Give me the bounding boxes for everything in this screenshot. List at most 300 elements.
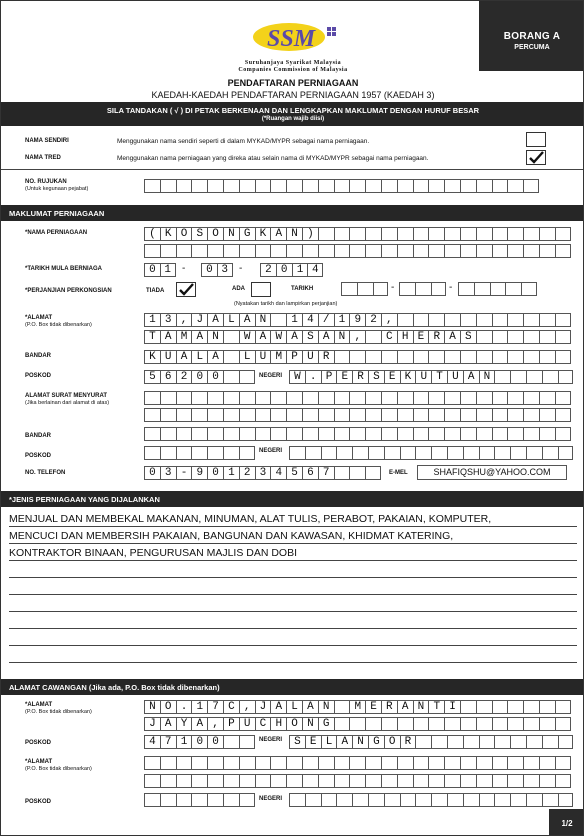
char-box[interactable]: 6 — [160, 370, 176, 384]
char-box[interactable]: 2 — [365, 313, 381, 327]
char-box[interactable]: T — [144, 330, 160, 344]
char-box[interactable] — [144, 408, 160, 422]
char-box[interactable]: U — [160, 350, 176, 364]
char-box[interactable] — [523, 244, 539, 258]
char-box[interactable] — [207, 179, 223, 193]
char-box[interactable]: S — [460, 330, 476, 344]
char-box[interactable] — [176, 391, 192, 405]
char-box[interactable]: 7 — [318, 466, 334, 480]
char-box[interactable] — [239, 756, 255, 770]
char-box[interactable] — [492, 756, 508, 770]
char-box[interactable]: O — [207, 227, 223, 241]
char-box[interactable]: N — [286, 227, 302, 241]
char-box[interactable] — [463, 735, 479, 749]
char-box[interactable] — [558, 370, 574, 384]
char-box[interactable] — [239, 774, 255, 788]
char-box[interactable] — [144, 179, 160, 193]
char-box[interactable] — [334, 350, 350, 364]
char-box[interactable]: O — [176, 227, 192, 241]
char-box[interactable] — [255, 391, 271, 405]
char-box[interactable]: 0 — [276, 263, 292, 277]
char-box[interactable] — [523, 408, 539, 422]
char-box[interactable] — [555, 756, 571, 770]
char-box[interactable] — [144, 756, 160, 770]
char-box[interactable]: A — [191, 717, 207, 731]
char-box[interactable] — [270, 756, 286, 770]
char-box[interactable] — [270, 427, 286, 441]
char-box[interactable] — [349, 427, 365, 441]
char-box[interactable] — [526, 446, 542, 460]
char-box[interactable]: 7 — [160, 735, 176, 749]
char-box[interactable] — [397, 391, 413, 405]
char-box[interactable]: N — [255, 313, 271, 327]
char-box[interactable]: N — [479, 370, 495, 384]
char-box[interactable] — [447, 735, 463, 749]
char-box[interactable] — [507, 227, 523, 241]
char-box[interactable]: A — [207, 313, 223, 327]
char-box[interactable] — [523, 179, 539, 193]
char-box[interactable] — [207, 756, 223, 770]
char-box[interactable]: 4 — [307, 263, 323, 277]
char-box[interactable] — [305, 446, 321, 460]
char-box[interactable] — [365, 330, 381, 344]
char-box[interactable] — [365, 774, 381, 788]
char-box[interactable]: L — [191, 350, 207, 364]
char-box[interactable]: R — [318, 350, 334, 364]
perjanjian-year[interactable] — [458, 282, 537, 296]
char-box[interactable] — [223, 735, 239, 749]
char-box[interactable] — [334, 466, 350, 480]
poskod-field[interactable] — [144, 370, 255, 384]
char-box[interactable] — [349, 756, 365, 770]
char-box[interactable]: U — [415, 370, 431, 384]
char-box[interactable]: K — [255, 227, 271, 241]
char-box[interactable] — [558, 446, 574, 460]
char-box[interactable]: G — [368, 735, 384, 749]
char-box[interactable]: , — [349, 330, 365, 344]
char-box[interactable]: L — [286, 700, 302, 714]
tiada-checkbox[interactable] — [176, 282, 196, 297]
char-box[interactable] — [415, 282, 431, 296]
char-box[interactable] — [474, 282, 490, 296]
char-box[interactable]: 4 — [302, 313, 318, 327]
char-box[interactable]: J — [191, 313, 207, 327]
char-box[interactable] — [289, 793, 305, 807]
char-box[interactable]: W — [239, 330, 255, 344]
char-box[interactable] — [286, 244, 302, 258]
char-box[interactable] — [176, 244, 192, 258]
char-box[interactable]: L — [223, 313, 239, 327]
char-box[interactable] — [144, 427, 160, 441]
char-box[interactable] — [286, 408, 302, 422]
nama-perniagaan-field[interactable] — [144, 227, 571, 241]
char-box[interactable] — [223, 179, 239, 193]
char-box[interactable] — [176, 446, 192, 460]
char-box[interactable] — [341, 282, 357, 296]
char-box[interactable]: A — [270, 700, 286, 714]
char-box[interactable] — [349, 179, 365, 193]
char-box[interactable] — [397, 350, 413, 364]
char-box[interactable]: O — [286, 717, 302, 731]
char-box[interactable] — [302, 774, 318, 788]
char-box[interactable] — [336, 446, 352, 460]
char-box[interactable]: P — [286, 350, 302, 364]
nama-tred-checkbox[interactable] — [526, 150, 546, 165]
char-box[interactable]: U — [239, 717, 255, 731]
char-box[interactable] — [381, 350, 397, 364]
char-box[interactable] — [176, 756, 192, 770]
char-box[interactable] — [334, 227, 350, 241]
char-box[interactable] — [223, 350, 239, 364]
char-box[interactable]: M — [176, 330, 192, 344]
char-box[interactable] — [558, 735, 574, 749]
char-box[interactable]: 5 — [286, 466, 302, 480]
char-box[interactable]: R — [381, 700, 397, 714]
char-box[interactable]: L — [321, 735, 337, 749]
char-box[interactable] — [507, 774, 523, 788]
char-box[interactable] — [492, 408, 508, 422]
char-box[interactable] — [507, 313, 523, 327]
char-box[interactable]: S — [191, 227, 207, 241]
char-box[interactable] — [397, 427, 413, 441]
char-box[interactable] — [460, 313, 476, 327]
char-box[interactable] — [413, 244, 429, 258]
char-box[interactable] — [239, 179, 255, 193]
char-box[interactable] — [476, 330, 492, 344]
char-box[interactable]: - — [176, 466, 192, 480]
char-box[interactable]: U — [255, 350, 271, 364]
jenis-line[interactable] — [9, 646, 577, 663]
nama-perniagaan-field-2[interactable] — [144, 244, 571, 258]
char-box[interactable] — [160, 446, 176, 460]
jenis-line[interactable] — [9, 612, 577, 629]
char-box[interactable]: 3 — [160, 313, 176, 327]
jenis-line[interactable] — [9, 629, 577, 646]
char-box[interactable] — [176, 179, 192, 193]
char-box[interactable] — [255, 179, 271, 193]
char-box[interactable] — [381, 408, 397, 422]
char-box[interactable] — [270, 774, 286, 788]
char-box[interactable] — [444, 756, 460, 770]
char-box[interactable] — [321, 793, 337, 807]
char-box[interactable]: 3 — [217, 263, 233, 277]
char-box[interactable] — [365, 427, 381, 441]
char-box[interactable] — [349, 717, 365, 731]
char-box[interactable] — [305, 793, 321, 807]
char-box[interactable] — [494, 735, 510, 749]
char-box[interactable] — [397, 313, 413, 327]
char-box[interactable] — [460, 408, 476, 422]
char-box[interactable] — [223, 756, 239, 770]
char-box[interactable]: 1 — [144, 313, 160, 327]
char-box[interactable] — [207, 446, 223, 460]
char-box[interactable]: A — [176, 350, 192, 364]
char-box[interactable] — [191, 793, 207, 807]
char-box[interactable] — [431, 735, 447, 749]
char-box[interactable] — [476, 244, 492, 258]
char-box[interactable]: A — [302, 700, 318, 714]
char-box[interactable] — [458, 282, 474, 296]
char-box[interactable]: C — [223, 700, 239, 714]
ada-checkbox[interactable] — [251, 282, 271, 297]
char-box[interactable] — [352, 446, 368, 460]
char-box[interactable]: E — [305, 735, 321, 749]
char-box[interactable] — [444, 427, 460, 441]
char-box[interactable] — [334, 700, 350, 714]
perjanjian-month[interactable] — [399, 282, 446, 296]
char-box[interactable] — [490, 282, 506, 296]
char-box[interactable] — [444, 717, 460, 731]
char-box[interactable] — [507, 244, 523, 258]
nama-sendiri-checkbox[interactable] — [526, 132, 546, 147]
char-box[interactable] — [381, 717, 397, 731]
cawangan2-alamat-1[interactable] — [144, 756, 571, 770]
char-box[interactable]: S — [289, 735, 305, 749]
char-box[interactable]: L — [239, 350, 255, 364]
char-box[interactable]: A — [463, 370, 479, 384]
char-box[interactable] — [428, 179, 444, 193]
char-box[interactable] — [479, 446, 495, 460]
char-box[interactable]: I — [444, 700, 460, 714]
char-box[interactable]: M — [349, 700, 365, 714]
char-box[interactable] — [144, 793, 160, 807]
char-box[interactable] — [223, 793, 239, 807]
char-box[interactable] — [507, 408, 523, 422]
char-box[interactable]: K — [400, 370, 416, 384]
char-box[interactable]: 3 — [160, 466, 176, 480]
char-box[interactable] — [555, 391, 571, 405]
char-box[interactable] — [381, 227, 397, 241]
char-box[interactable] — [318, 244, 334, 258]
char-box[interactable] — [223, 244, 239, 258]
char-box[interactable] — [460, 227, 476, 241]
char-box[interactable]: 2 — [260, 263, 276, 277]
char-box[interactable]: J — [144, 717, 160, 731]
char-box[interactable] — [191, 427, 207, 441]
char-box[interactable]: 5 — [144, 370, 160, 384]
char-box[interactable] — [286, 756, 302, 770]
char-box[interactable] — [318, 756, 334, 770]
char-box[interactable] — [255, 756, 271, 770]
char-box[interactable] — [334, 427, 350, 441]
char-box[interactable] — [365, 408, 381, 422]
char-box[interactable] — [381, 774, 397, 788]
char-box[interactable] — [523, 227, 539, 241]
jenis-line[interactable]: MENCUCI DAN MEMBERSIH PAKAIAN, BANGUNAN DAN KAWASAN, KHIDMAT KATERING, — [9, 527, 577, 544]
char-box[interactable] — [428, 408, 444, 422]
char-box[interactable] — [365, 717, 381, 731]
char-box[interactable] — [555, 427, 571, 441]
char-box[interactable] — [381, 244, 397, 258]
char-box[interactable]: S — [302, 330, 318, 344]
char-box[interactable]: 4 — [270, 466, 286, 480]
char-box[interactable] — [413, 350, 429, 364]
char-box[interactable] — [539, 774, 555, 788]
char-box[interactable]: 1 — [191, 700, 207, 714]
char-box[interactable] — [400, 446, 416, 460]
char-box[interactable] — [428, 350, 444, 364]
char-box[interactable] — [381, 391, 397, 405]
char-box[interactable] — [494, 370, 510, 384]
char-box[interactable]: A — [207, 350, 223, 364]
char-box[interactable]: 7 — [207, 700, 223, 714]
char-box[interactable] — [255, 774, 271, 788]
char-box[interactable] — [334, 774, 350, 788]
char-box[interactable]: 0 — [201, 263, 217, 277]
char-box[interactable] — [523, 391, 539, 405]
char-box[interactable] — [428, 756, 444, 770]
char-box[interactable]: 1 — [334, 313, 350, 327]
char-box[interactable]: ) — [302, 227, 318, 241]
char-box[interactable]: A — [270, 227, 286, 241]
char-box[interactable] — [334, 244, 350, 258]
char-box[interactable] — [542, 793, 558, 807]
char-box[interactable] — [428, 427, 444, 441]
char-box[interactable]: . — [176, 700, 192, 714]
char-box[interactable]: R — [352, 370, 368, 384]
char-box[interactable] — [444, 313, 460, 327]
char-box[interactable]: A — [336, 735, 352, 749]
char-box[interactable]: E — [384, 370, 400, 384]
char-box[interactable]: O — [384, 735, 400, 749]
char-box[interactable] — [539, 756, 555, 770]
char-box[interactable]: E — [413, 330, 429, 344]
char-box[interactable] — [318, 774, 334, 788]
char-box[interactable]: P — [321, 370, 337, 384]
char-box[interactable] — [460, 774, 476, 788]
char-box[interactable] — [397, 179, 413, 193]
char-box[interactable] — [507, 717, 523, 731]
char-box[interactable]: , — [239, 700, 255, 714]
char-box[interactable] — [431, 446, 447, 460]
char-box[interactable]: N — [413, 700, 429, 714]
char-box[interactable] — [334, 717, 350, 731]
char-box[interactable] — [460, 700, 476, 714]
char-box[interactable]: N — [144, 700, 160, 714]
char-box[interactable] — [460, 179, 476, 193]
char-box[interactable] — [397, 227, 413, 241]
char-box[interactable] — [207, 408, 223, 422]
char-box[interactable] — [476, 774, 492, 788]
char-box[interactable] — [431, 793, 447, 807]
char-box[interactable] — [476, 700, 492, 714]
char-box[interactable] — [223, 408, 239, 422]
char-box[interactable] — [334, 756, 350, 770]
char-box[interactable] — [302, 408, 318, 422]
char-box[interactable] — [223, 774, 239, 788]
char-box[interactable] — [523, 700, 539, 714]
char-box[interactable] — [555, 313, 571, 327]
char-box[interactable] — [505, 282, 521, 296]
char-box[interactable] — [399, 282, 415, 296]
char-box[interactable]: 1 — [286, 313, 302, 327]
char-box[interactable]: T — [428, 700, 444, 714]
char-box[interactable]: H — [270, 717, 286, 731]
char-box[interactable] — [523, 350, 539, 364]
char-box[interactable] — [555, 330, 571, 344]
char-box[interactable] — [413, 774, 429, 788]
alamat-line-2[interactable] — [144, 330, 571, 344]
cawangan2-negeri[interactable] — [289, 793, 573, 807]
char-box[interactable] — [476, 717, 492, 731]
char-box[interactable] — [507, 756, 523, 770]
char-box[interactable]: J — [255, 700, 271, 714]
perjanjian-day[interactable] — [341, 282, 388, 296]
char-box[interactable] — [523, 427, 539, 441]
char-box[interactable] — [191, 179, 207, 193]
char-box[interactable] — [365, 756, 381, 770]
char-box[interactable]: A — [191, 330, 207, 344]
char-box[interactable]: 1 — [160, 263, 176, 277]
char-box[interactable] — [539, 700, 555, 714]
char-box[interactable] — [286, 391, 302, 405]
char-box[interactable] — [302, 391, 318, 405]
jenis-line[interactable]: MENJUAL DAN MEMBEKAL MAKANAN, MINUMAN, ALAT TULIS, PERABOT, PAKAIAN, KOMPUTER, — [9, 510, 577, 527]
char-box[interactable] — [373, 282, 389, 296]
char-box[interactable] — [413, 427, 429, 441]
char-box[interactable] — [523, 330, 539, 344]
char-box[interactable] — [191, 391, 207, 405]
char-box[interactable] — [286, 179, 302, 193]
char-box[interactable] — [384, 793, 400, 807]
char-box[interactable] — [397, 244, 413, 258]
char-box[interactable] — [460, 350, 476, 364]
char-box[interactable]: T — [431, 370, 447, 384]
char-box[interactable] — [555, 350, 571, 364]
char-box[interactable]: , — [176, 313, 192, 327]
char-box[interactable] — [444, 227, 460, 241]
char-box[interactable] — [521, 282, 537, 296]
telefon-field[interactable] — [144, 466, 381, 480]
char-box[interactable] — [444, 408, 460, 422]
char-box[interactable]: N — [352, 735, 368, 749]
char-box[interactable] — [400, 793, 416, 807]
char-box[interactable] — [428, 227, 444, 241]
rujukan-field[interactable] — [144, 179, 539, 193]
char-box[interactable] — [523, 313, 539, 327]
char-box[interactable]: , — [207, 717, 223, 731]
char-box[interactable] — [558, 793, 574, 807]
char-box[interactable] — [160, 793, 176, 807]
char-box[interactable] — [349, 391, 365, 405]
char-box[interactable] — [286, 427, 302, 441]
char-box[interactable] — [352, 793, 368, 807]
char-box[interactable]: U — [302, 350, 318, 364]
char-box[interactable] — [555, 700, 571, 714]
char-box[interactable] — [302, 244, 318, 258]
char-box[interactable] — [492, 313, 508, 327]
char-box[interactable] — [523, 756, 539, 770]
char-box[interactable]: R — [428, 330, 444, 344]
cawangan2-poskod[interactable] — [144, 793, 255, 807]
surat-line-2[interactable] — [144, 408, 571, 422]
char-box[interactable] — [539, 717, 555, 731]
char-box[interactable] — [160, 391, 176, 405]
char-box[interactable]: G — [318, 717, 334, 731]
char-box[interactable]: A — [239, 313, 255, 327]
char-box[interactable]: N — [334, 330, 350, 344]
char-box[interactable] — [160, 244, 176, 258]
char-box[interactable] — [526, 793, 542, 807]
char-box[interactable] — [510, 793, 526, 807]
char-box[interactable]: K — [160, 227, 176, 241]
char-box[interactable]: 0 — [144, 466, 160, 480]
char-box[interactable] — [476, 391, 492, 405]
char-box[interactable] — [302, 179, 318, 193]
char-box[interactable] — [476, 179, 492, 193]
char-box[interactable] — [318, 227, 334, 241]
char-box[interactable]: N — [318, 700, 334, 714]
